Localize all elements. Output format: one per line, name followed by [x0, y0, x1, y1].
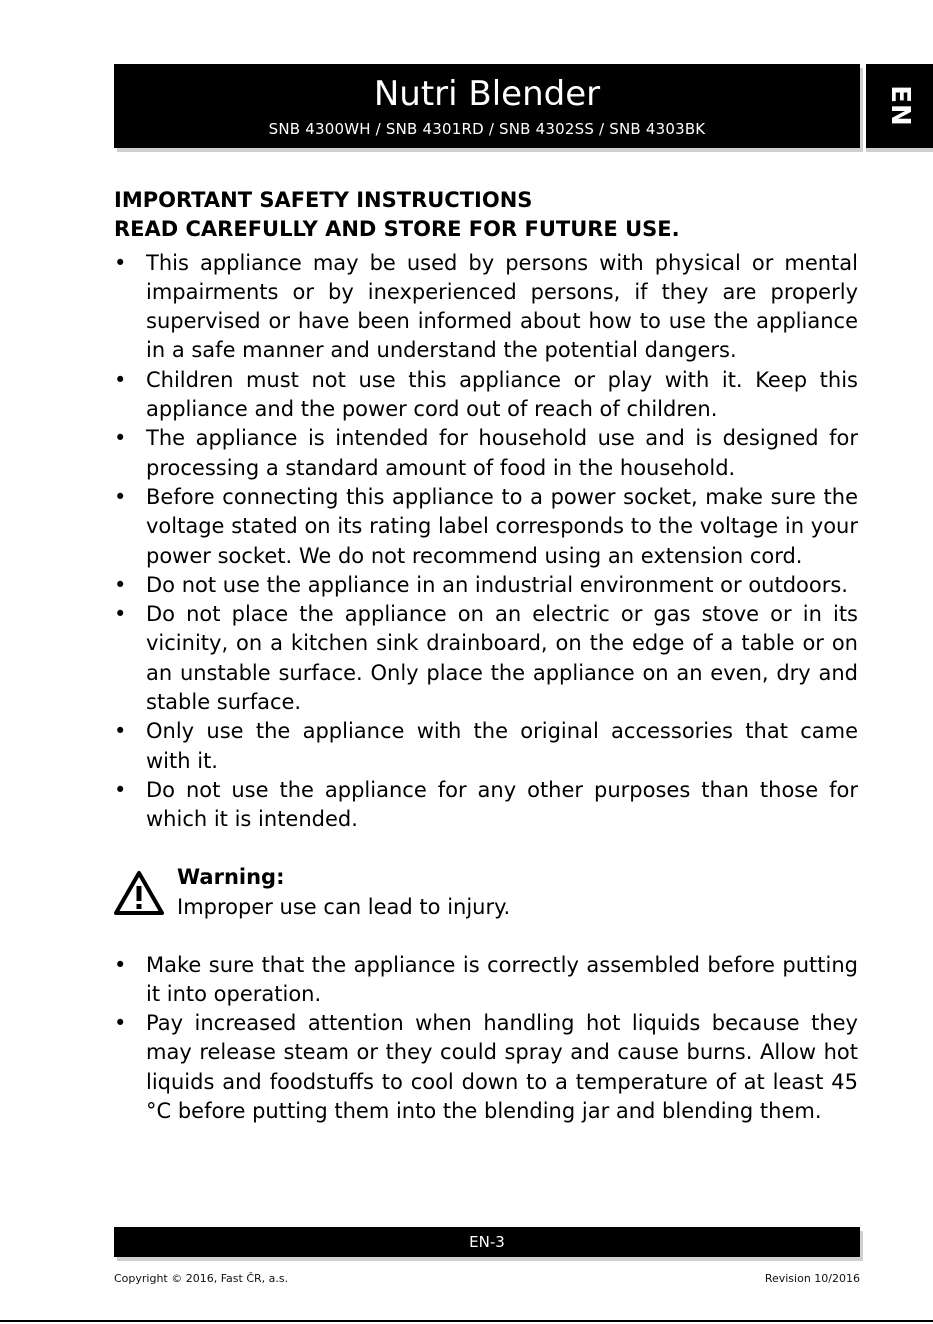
list-item-text: Do not use the appliance for any other purposes than those for which it is intended. [146, 777, 858, 832]
bullet: • [114, 777, 127, 802]
list-item [114, 483, 858, 571]
list-item [114, 717, 858, 776]
bullet: • [114, 602, 127, 627]
list-item [114, 951, 858, 1010]
page-number: EN-3 [469, 1233, 505, 1251]
warning-triangle-icon [114, 871, 164, 915]
list-item-text: The appliance is intended for household use and is designed for processing a standard amount of food in the household. [146, 426, 858, 480]
safety-list [114, 249, 858, 835]
model-numbers: SNB 4300WH / SNB 4301RD / SNB 4302SS / SNB 4303BK [268, 120, 706, 138]
main-content [114, 186, 858, 1126]
warning-box [114, 863, 858, 927]
product-title: Nutri Blender [373, 74, 601, 114]
list-item [114, 1009, 858, 1126]
list-item [114, 366, 858, 425]
safety-heading: IMPORTANT SAFETY INSTRUCTIONS [114, 188, 533, 212]
bullet: • [114, 484, 127, 509]
bullet: • [114, 572, 127, 597]
bullet: • [114, 250, 127, 275]
revision-text: Revision 10/2016 [764, 1272, 860, 1285]
list-item-text: Make sure that the appliance is correctly assembled before putting it into operation. [146, 952, 858, 1006]
list-item [114, 776, 858, 835]
list-item-text: Pay increased attention when handling hot liquids because they may release steam or they could spray and cause burns. Allow hot liquids and foodstuffs to cool down to a temperature of at least 45 °C before putting them into the blending jar and blending them. [146, 1011, 858, 1124]
list-item-text: Only use the appliance with the original accessories that came with it. [146, 719, 858, 773]
bullet: • [114, 426, 127, 451]
page-number-bar [114, 1227, 860, 1257]
copyright-text: Copyright © 2016, Fast ČR, a.s. [114, 1272, 289, 1285]
safety-subheading: READ CAREFULLY AND STORE FOR FUTURE USE. [114, 217, 680, 242]
bullet: • [114, 367, 127, 392]
list-item-text: Do not place the appliance on an electric or gas stove or in its vicinity, on a kitchen sink drainboard, on the edge of a table or on an unstable surface. Only place the appliance on an even, dry and stable surface. [146, 602, 858, 715]
list-item-text: Before connecting this appliance to a power socket, make sure the voltage stated on its rating label corresponds to the voltage in your power socket. We do not recommend using an extension cord. [146, 484, 858, 568]
list-item-text: Do not use the appliance in an industrial environment or outdoors. [146, 572, 848, 597]
language-tab [866, 64, 933, 148]
bullet: • [114, 1011, 127, 1036]
page-edge-divider [0, 1320, 933, 1322]
list-item [114, 600, 858, 717]
list-item [114, 571, 858, 600]
list-item-text: Children must not use this appliance or play with it. Keep this appliance and the power cord out of reach of children. [146, 367, 858, 422]
list-item [114, 249, 858, 366]
bullet: • [114, 719, 127, 744]
list-item-text: This appliance may be used by persons with physical or mental impairments or by inexperienced persons, if they are properly supervised or have been informed about how to use the appliance in a safe manner and understand the potential dangers. [146, 250, 858, 363]
safety-list-continued [114, 951, 858, 1127]
page-header [114, 64, 860, 148]
warning-text: Improper use can lead to injury. [177, 894, 511, 919]
bullet: • [114, 952, 127, 977]
list-item [114, 424, 858, 483]
language-label: EN [884, 85, 915, 127]
warning-title: Warning: [177, 864, 285, 889]
